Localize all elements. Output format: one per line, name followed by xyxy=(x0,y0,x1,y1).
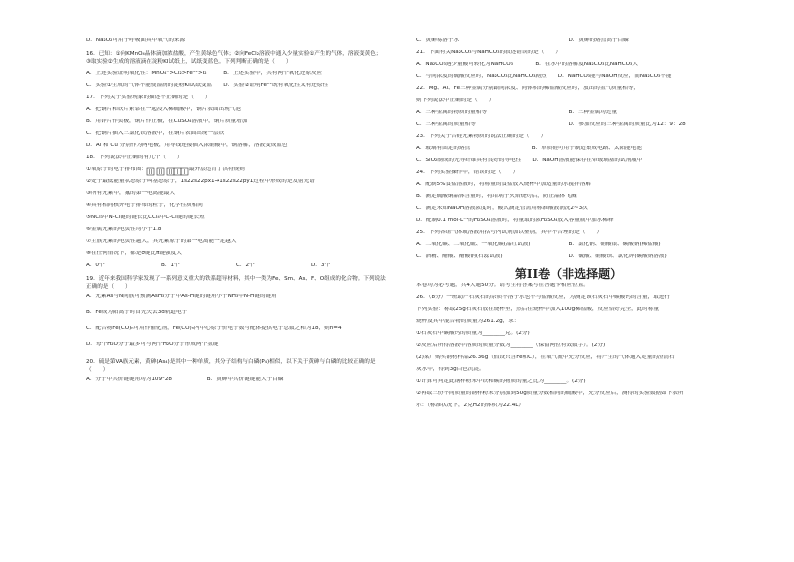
q26-line-3: 烧杯及其中混合物的质量为261.2g，求： xyxy=(416,319,520,324)
q26-line-8: ①计算可判定此钢样粉末中铁和碳的物质的量之比为________。(2分) xyxy=(416,379,586,384)
q23-options-ab: A．玻璃有固定的熔点 B．单质硅可用于制造集成电路、太阳能电池 xyxy=(416,146,642,151)
q26-line-1: 26．（8分）一班助产石灰石的杂质不溶于水也不与盐酸反应，为测定该石灰石中碳酸钙的含量，取进行 xyxy=(416,295,671,300)
q18-item-6: ⑥金属元素的电负性均小于1.8 xyxy=(86,227,162,232)
q26-line-7: 灰水中，得到3g白色沉淀。 xyxy=(416,367,485,372)
right-column xyxy=(416,38,721,415)
q18-stem: 18．下列说法中正确的有几个（ ） xyxy=(86,155,183,160)
q22-option-b: B．三种金属均过量 xyxy=(568,110,618,115)
q26-line-10: 示：（标准状况下，2克H2的体积为22.4L） xyxy=(416,403,525,408)
q17-option-b: B．用锌片作负极，铜片作正极，在CuSO₄溶液中，铜片质量增加 xyxy=(86,119,248,124)
q16-options-ab: A．上述实验证明氧化性：MnO₄⁻>Cl₂>Fe³⁺>I₂ B．上述实验中，共有两个氧化还原反应 xyxy=(86,71,323,76)
q15-option-d: D．Na₂O₂可用于呼吸面具中氧气的来源 xyxy=(86,38,186,43)
q25-option-a: A．二氧化碳、二氧化硫、一氧化碳(品红试液) xyxy=(416,242,531,247)
q20-option-d: D．黄砷的熔点高于白磷 xyxy=(568,38,629,43)
q23-stem: 23．下列关于合硅元素物质的说法正确的是（ ） xyxy=(416,134,547,139)
q26-line-6: (2)某厂购买钢材样品26.36g（假设只含Fe和C），在氧气流中充分反应，将产生的气体通入足量的澄清石 xyxy=(416,355,675,360)
q19-option-a: A．元素As与N同族可预测AsH₃分子中As-H键的键角小于NH₃中N-H键的键角 xyxy=(86,294,277,299)
q18-options xyxy=(86,263,386,275)
q18-item-8: ⑧在任何情况下，都是σ键比π键强度大 xyxy=(86,251,182,256)
q25-option-b: B．氯化钠、硝酸银、碳酸钠(稀盐酸) xyxy=(568,242,661,247)
q18-option-b: B．1个 xyxy=(161,263,180,268)
q18-item-5: ⑤NCl₃中N-Cl键的键长比CCl₄中C-Cl键的键长短 xyxy=(86,215,205,220)
q19-option-d: D．每个H₂O分子最多可与两个H₂O分子形成两个氢键 xyxy=(86,342,219,347)
q16-options-cd: C．实验①生成的气体不能使湿润的淀粉KI试纸变蓝 D．实验②证明Fe²⁺既有氧化性又有还原性 xyxy=(86,83,329,88)
q24-option-b: B．测定硫酸铜晶体含量时，将坩埚于火焰烧灼后，防止晶体飞溅 xyxy=(416,194,577,199)
q22-option-d: D．参加反应的三种金属的质量比为12：9：28 xyxy=(568,122,686,127)
q19-stem: 19．近年来我国科学家发现了一系列意义重大的铁系超导材料，其中一类为Fe、Sm、As、F、O组成的化合物。下列说法正确的是（ ） xyxy=(86,276,386,290)
orbital-diagram-icon xyxy=(146,167,202,176)
q22-stem-cont: 则下列说法中正确的是（ ） xyxy=(416,98,495,103)
q22-option-c: C．三种金属的质量相等 xyxy=(416,122,476,127)
q22-stem: 22．Mg、Al、Fe三种金属分别跟同浓度、同体积的稀盐酸反应时，放出的氢气质量相等， xyxy=(416,86,640,91)
q17-option-c: C．把铜片插入三氯化铁溶液中，在铜片表面出现一层铁 xyxy=(86,131,225,136)
q26-line-9: ②再取三份不同质量的钢样粉末分别加到50g质量分数相同的硫酸中，充分反应后，测得的实验数据如下表所 xyxy=(416,391,684,396)
q20-options-ab: A．分子中共价键键角均为109°28′ B．黄砷中共价键键能大于白磷 xyxy=(86,377,284,382)
q17-stem: 17．下列关于实验现象的描述不正确的是（ ） xyxy=(86,95,211,100)
q24-option-a: A．配制5%食盐溶液时，将称量的食盐放入烧杯中加适量的水搅拌溶解 xyxy=(416,182,591,187)
q25-option-c: C．酒精、醋酸、醋酸钠(石蕊试液) xyxy=(416,254,503,259)
left-column xyxy=(86,38,386,389)
q25-options-ab xyxy=(416,242,721,254)
q18-item-2: ②处于最低能量状态原子叫基态原子，1s22s22px1→1s22s22py1过程中形成的是发射光谱 xyxy=(86,179,315,184)
q26-line-4: ①石灰石中碳酸钙的质量为________克。(2分) xyxy=(416,331,530,336)
q17-option-d: D．Al 和 Cu 分别作为两电极，用导线连接插入浓硝酸中，铜溶解，溶液变成蓝色 xyxy=(86,143,288,148)
q24-option-c: C．测定未知NaOH溶液浓度时，酸式滴定管需用标准酸液润洗2~3次 xyxy=(416,206,588,211)
q23-options-cd: C．SiO₂制成的光导纤维具有良好的导电性 D．NaOH溶液能保存在带玻璃塞的试剂瓶中 xyxy=(416,158,643,163)
q20-stem: 20．硫是第VA族元素，黄砷(As₄)是其中一种单质，其分子结构与白磷(P₄)相似，以下关于黄砷与白磷的比较正确的是（ ） xyxy=(86,359,376,373)
q18-option-a: A．0个 xyxy=(86,263,105,268)
section-intro: 本卷均为必考题，共4大题50分。请考生将答案写在答题卡相应位置。 xyxy=(416,283,589,288)
q18-item-4: ④具有相同核外电子排布的粒子，化学性质相同 xyxy=(86,203,203,208)
q20-options-cd xyxy=(416,38,721,50)
q18-option-c: C．2个 xyxy=(236,263,255,268)
q21-options-cd: C．与同浓度的硫酸反应时，Na₂CO₃比NaHCO₃剧烈 D．NaHCO₃能与NaOH反应，而Na₂CO₃不能 xyxy=(416,74,672,79)
q20-option-c: C．黄砷易溶于水 xyxy=(416,38,460,43)
q21-options-ab: A．Na₂CO₃遇少量酸可转化为NaHCO₃ B．在水中的溶解度Na₂CO₃比NaHCO₃大 xyxy=(416,62,638,67)
q18-item-3: ③所有元素中，氟的第一电离能最大 xyxy=(86,191,175,196)
section-title: 第II卷（非选择题） xyxy=(514,267,623,281)
q19-option-b: B．Fe成为阳离子时首先失去3d轨道电子 xyxy=(86,310,188,315)
q22-options-cd xyxy=(416,122,721,134)
q18-item-1: ①氧原子的电子排布图： 最外层违背了洪特规则 xyxy=(86,167,386,179)
q25-stem: 25．下列各组气体或溶液用括号内试剂加以鉴别，其中不合理的是（ ） xyxy=(416,230,603,235)
q18-item-7: ⑦主族元素的电负性越大，其元素原子的第一电离能一定越大 xyxy=(86,239,237,244)
q17-option-a: A．把铜片和铁片紧靠在一起浸入稀硫酸中，铜片表面出现气泡 xyxy=(86,107,241,112)
q25-option-d: D．硫酸、硝酸钡、氯化钾(碳酸钠溶液) xyxy=(568,254,667,259)
q25-options-cd xyxy=(416,254,721,266)
q16-stem: 16．已知：①向KMnO₄晶体滴加浓盐酸，产生黄绿色气体；②向FeCl₂溶液中通入少量实验①产生的气体，溶液变黄色；③取实验②生成的溶液滴在淀粉KI试纸上，试纸变蓝色。下列判断正确的是（ ） xyxy=(86,51,382,65)
q22-option-a: A．三种金属的物质的量相等 xyxy=(416,110,487,115)
q21-stem: 21．下面有关Na₂CO₃与NaHCO₃的叙述错误的是（ ） xyxy=(416,50,561,55)
q26-line-2: 下列实验：称取25g石灰石放在烧杯里，然后往烧杯中加入100g稀盐酸，反应恰好完全，此时称量 xyxy=(416,307,660,312)
q24-option-d: D．配制0.1 mol·L⁻¹的H₂SO₄溶液时，将量取的浓H₂SO₄放入容量瓶中加水稀释 xyxy=(416,218,614,223)
q22-options-ab xyxy=(416,110,721,122)
q18-option-d: D．3个 xyxy=(311,263,331,268)
q19-option-c: C．配合物Fe(CO)ₙ可用作催化剂，Fe(CO)ₙ内中心原子价电子数与配体提供电子总数之和为18，则n=4 xyxy=(86,326,342,331)
q26-line-5: ②反应后所得溶液中溶质的质量分数为________（保留两位有效数字）。(2分) xyxy=(416,343,606,348)
q24-stem: 24．下列实验操作中，错误的是（ ） xyxy=(416,170,519,175)
